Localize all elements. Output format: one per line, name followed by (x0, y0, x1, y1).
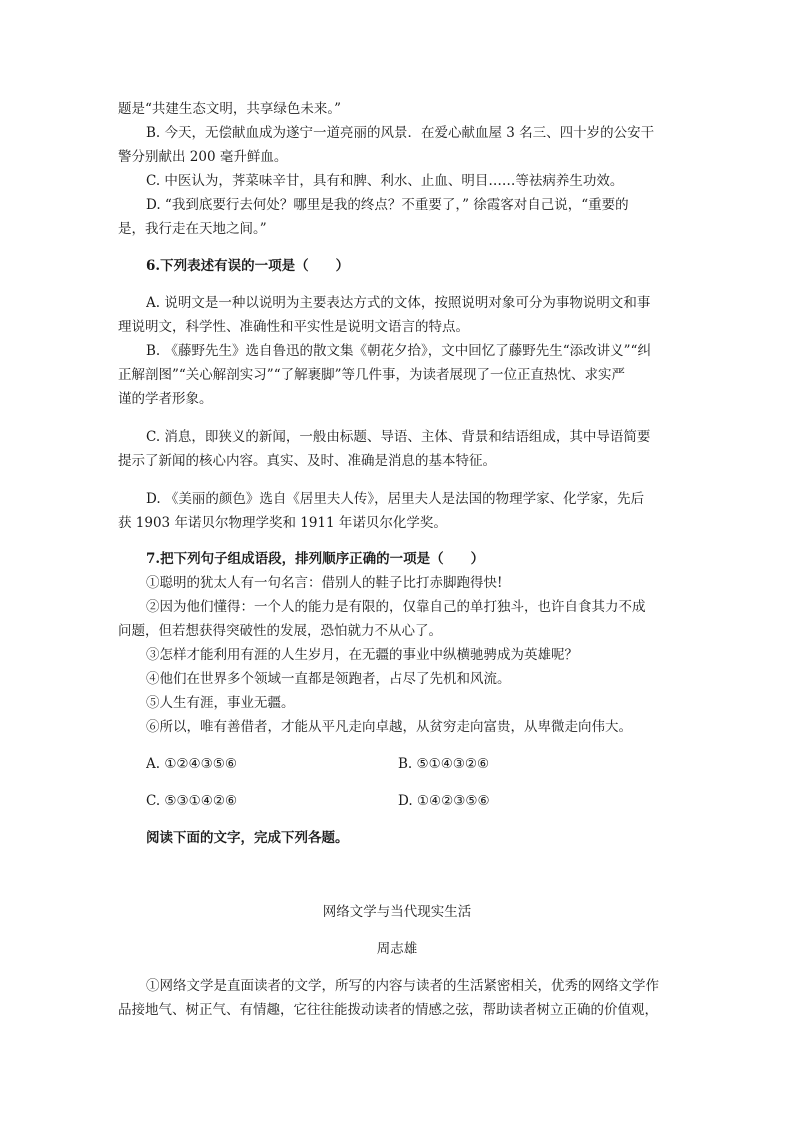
q6-option-b-cont: 正解剖图”“关心解剖实习”“了解裹脚”等几件事，为读者展现了一位正直热忱、求实严 (118, 367, 626, 383)
sentence-5: ⑤人生有涯，事业无疆。 (146, 695, 295, 711)
article-title: 网络文学与当代现实生活 (322, 904, 472, 920)
q7-option-c: C. ⑤③①④②⑥ (146, 793, 238, 809)
sentence-1: ①聪明的犹太人有一句名言：借别人的鞋子比打赤脚跑得快! (146, 575, 503, 591)
q6-option-d: D. 《美丽的颜色》选自《居里夫人传》，居里夫人是法国的物理学家、化学家，先后 (146, 491, 645, 507)
text-line: 是，我行走在天地之间。” (118, 221, 267, 237)
option-b-line: B. 今天，无偿献血成为遂宁一道亮丽的风景．在爱心献血屋 3 名三、四十岁的公安干 (146, 125, 655, 141)
question-7-heading: 7.把下列句子组成语段，排列顺序正确的一项是（ ） (146, 551, 485, 567)
text-line: 警分别献出 200 毫升鲜血。 (118, 149, 288, 165)
q7-option-b: B. ⑤①④③②⑥ (398, 756, 490, 772)
reading-instruction: 阅读下面的文字，完成下列各题。 (146, 830, 349, 846)
sentence-4: ④他们在世界多个领域一直都是领跑者，占尽了先机和风流。 (146, 671, 511, 687)
q7-option-a: A. ①②④③⑤⑥ (146, 756, 237, 772)
q6-option-a: A. 说明文是一种以说明为主要表达方式的文体，按照说明对象可分为事物说明文和事 (146, 295, 651, 311)
paragraph-1-cont: 品接地气、树正气、有情趣，它往往能拨动读者的情感之弦，帮助读者树立正确的价值观， (118, 1002, 658, 1018)
option-c-line: C. 中医认为，荠菜味辛甘，具有和脾、利水、止血、明目……等祛病养生功效。 (146, 173, 624, 189)
sentence-2-cont: 问题，但若想获得突破性的发展，恐怕就力不从心了。 (118, 623, 442, 639)
q6-option-c: C. 消息，即狭义的新闻，一般由标题、导语、主体、背景和结语组成，其中导语简要 (146, 429, 651, 445)
q6-option-b-cont: 谨的学者形象。 (118, 391, 213, 407)
q6-option-b: B. 《藤野先生》选自鲁迅的散文集《朝花夕拾》，文中回忆了藤野先生“添改讲义”“纠 (146, 343, 651, 359)
paragraph-1: ①网络文学是直面读者的文学，所写的内容与读者的生活紧密相关，优秀的网络文学作 (146, 978, 659, 994)
text-line: 题是“共建生态文明，共享绿色未来。” (118, 101, 342, 117)
q6-option-d-cont: 获 1903 年诺贝尔物理学奖和 1911 年诺贝尔化学奖。 (118, 515, 447, 531)
sentence-3: ③怎样才能利用有涯的人生岁月，在无疆的事业中纵横驰骋成为英雄呢？ (146, 647, 578, 663)
sentence-6: ⑥所以，唯有善借者，才能从平凡走向卓越，从贫穷走向富贵，从卑微走向伟大。 (146, 719, 632, 735)
article-author: 周志雄 (376, 941, 418, 957)
q6-option-a-cont: 理说明文，科学性、准确性和平实性是说明文语言的特点。 (118, 319, 469, 335)
q6-option-c-cont: 提示了新闻的核心内容。真实、及时、准确是消息的基本特征。 (118, 453, 496, 469)
q7-option-d: D. ①④②③⑤⑥ (398, 793, 490, 809)
option-d-line: D. “我到底要行去何处？哪里是我的终点？不重要了，” 徐霞客对自己说，“重要的 (146, 197, 629, 213)
question-6-heading: 6.下列表述有误的一项是（ ） (146, 258, 350, 274)
sentence-2: ②因为他们懂得：一个人的能力是有限的，仅靠自己的单打独斗，也许自食其力不成 (146, 599, 646, 615)
